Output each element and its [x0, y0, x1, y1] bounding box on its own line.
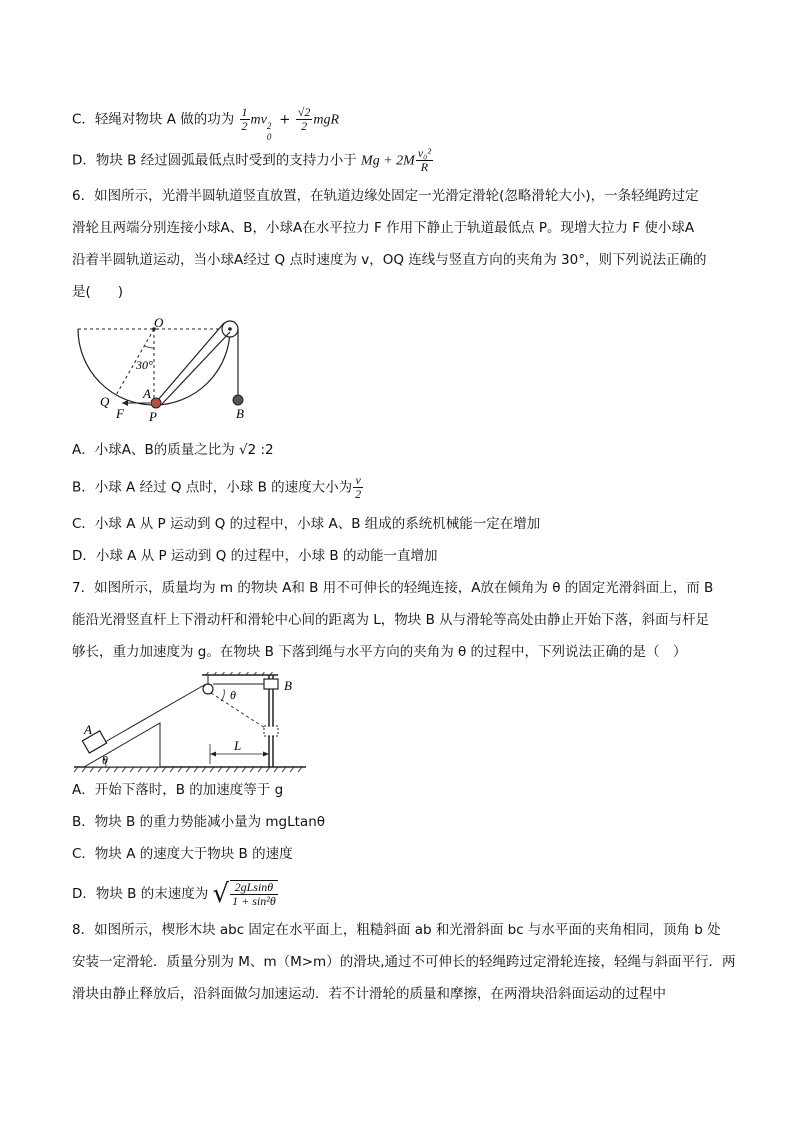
q7-label-b: B [284, 678, 292, 693]
q6-label-o: O [154, 318, 164, 330]
q6-pulley-axle [228, 327, 232, 331]
q5-option-c-frac1: $\frac{1}{2}$ [241, 105, 248, 133]
q5-option-c: C．轻绳对物块 A 做的功为 $\frac{1}{2}$ mv 2 0 + $\frac{√2}{2}$ mgR [72, 105, 340, 142]
q5-option-d-frac: $\frac{\text{v₀²}}{R}$ [417, 146, 431, 174]
q6-option-b-frac: $\frac{v}{2}$ [355, 473, 362, 501]
q7-option-d [72, 880, 279, 908]
q8-stem-line2: 安装一定滑轮．质量分别为 M、m（M>m）的滑块,通过不可伸长的轻绳跨过定滑轮连接，轻绳与斜面平行．两 [72, 954, 736, 970]
q7-option-c: C．物块 A 的速度大于物块 B 的速度 [72, 846, 293, 862]
q5-option-c-text: C．轻绳对物块 A 做的功为 [72, 111, 235, 128]
q6-rope-a [157, 323, 224, 401]
q6-ball-b [233, 395, 243, 405]
q7-pulley [203, 684, 213, 694]
q6-label-a: A [143, 386, 151, 401]
q5-option-d-text: D．物块 B 经过圆弧最低点时受到的支持力小于 [72, 152, 357, 169]
q7-option-b: B．物块 B 的重力势能减小量为 mgLtanθ [72, 814, 326, 830]
q7-stem-line3: 够长，重力加速度为 g。在物块 B 下落到绳与水平方向的夹角为 θ 的过程中，下列说法正确的是（ ） [72, 644, 687, 660]
q6-label-b: B [236, 406, 244, 421]
q7-stem-line1: 7．如图所示，质量均为 m 的物块 A和 B 用不可伸长的轻绳连接，A放在倾角为 θ 的固定光滑斜面上，而 B [72, 580, 714, 596]
q7-l-arrow-right [263, 752, 269, 757]
q7-label-l: L [234, 738, 242, 753]
q7-label-a: A [84, 722, 92, 737]
q7-block-b-final [264, 726, 278, 736]
q7-sqrt-sign: √ [212, 879, 230, 909]
q6-label-angle: 30° [136, 358, 153, 372]
q7-option-d-text: D．物块 B 的末速度为 [72, 886, 209, 902]
q5-option-c-expr1: mv [250, 112, 267, 128]
q5-option-d [72, 147, 434, 174]
q7-stem-line2: 能沿光滑竖直杆上下滑动杆和滑轮中心间的距离为 L，物块 B 从与滑轮等高处由静止开始下落，斜面与杆足 [72, 612, 710, 628]
q6-option-b [72, 474, 364, 501]
q6-stem-line3: 沿着半圆轨道运动，当小球A经过 Q 点时速度为 v，OQ 连线与竖直方向的夹角为 30°，则下列说法正确的 [72, 252, 707, 268]
q8-stem-line1: 8．如图所示，楔形木块 abc 固定在水平面上，粗糙斜面 ab 和光滑斜面 bc 与水平面的夹角相同，顶角 b 处 [72, 922, 721, 938]
q7-block-b [264, 679, 278, 689]
q7-angle-arc-rope [221, 689, 224, 701]
q7-figure [70, 672, 310, 774]
q6-stem-line2: 滑轮且两端分别连接小球A、B，小球A在水平拉力 F 作用下静止于轨道最低点 P。现增大拉力 F 使小球A [72, 220, 695, 236]
q6-stem-line4: 是( ) [72, 284, 124, 300]
q7-option-d-frac: $\frac{2gLsin\theta}{\text{1 + sin²θ}}$ [232, 880, 276, 908]
q6-label-q: Q [100, 394, 110, 409]
q5-option-c-expr2: mgR [313, 112, 340, 128]
q7-rope-dashed [211, 693, 268, 730]
q7-label-theta2: θ [230, 688, 236, 702]
q6-angle-arc [145, 346, 154, 348]
q6-option-d: D．小球 A 从 P 运动到 Q 的过程中，小球 B 的动能一直增加 [72, 548, 438, 564]
q6-figure [70, 318, 270, 422]
q8-stem-line3: 滑块由静止释放后，沿斜面做匀加速运动．若不计滑轮的质量和摩擦，在两滑块沿斜面运动的过程中 [72, 986, 666, 1002]
q6-option-c: C．小球 A 从 P 运动到 Q 的过程中，小球 A、B 组成的系统机械能一定在增加 [72, 516, 541, 532]
q6-ball-a [151, 398, 161, 408]
q6-option-a: A．小球A、B的质量之比为 √2 :2 [72, 442, 274, 458]
q5-option-d-expr: Mg + 2M [361, 153, 415, 169]
q7-l-arrow-left [210, 752, 216, 757]
q7-label-theta1: θ [102, 753, 108, 767]
q5-option-c-frac2: $\frac{√2}{2}$ [297, 105, 311, 133]
q6-stem-line1: 6．如图所示，光滑半圆轨道竖直放置，在轨道边缘处固定一光滑定滑轮(忽略滑轮大小)，一条轻绳跨过定 [72, 188, 699, 204]
q7-option-a: A．开始下落时，B 的加速度等于 g [72, 782, 284, 798]
q6-label-f: F [116, 406, 124, 421]
q6-option-b-text: B．小球 A 经过 Q 点时，小球 B 的速度大小为 [72, 479, 353, 496]
q6-label-p: P [149, 409, 157, 422]
q5-option-c-plus: + [274, 111, 295, 128]
